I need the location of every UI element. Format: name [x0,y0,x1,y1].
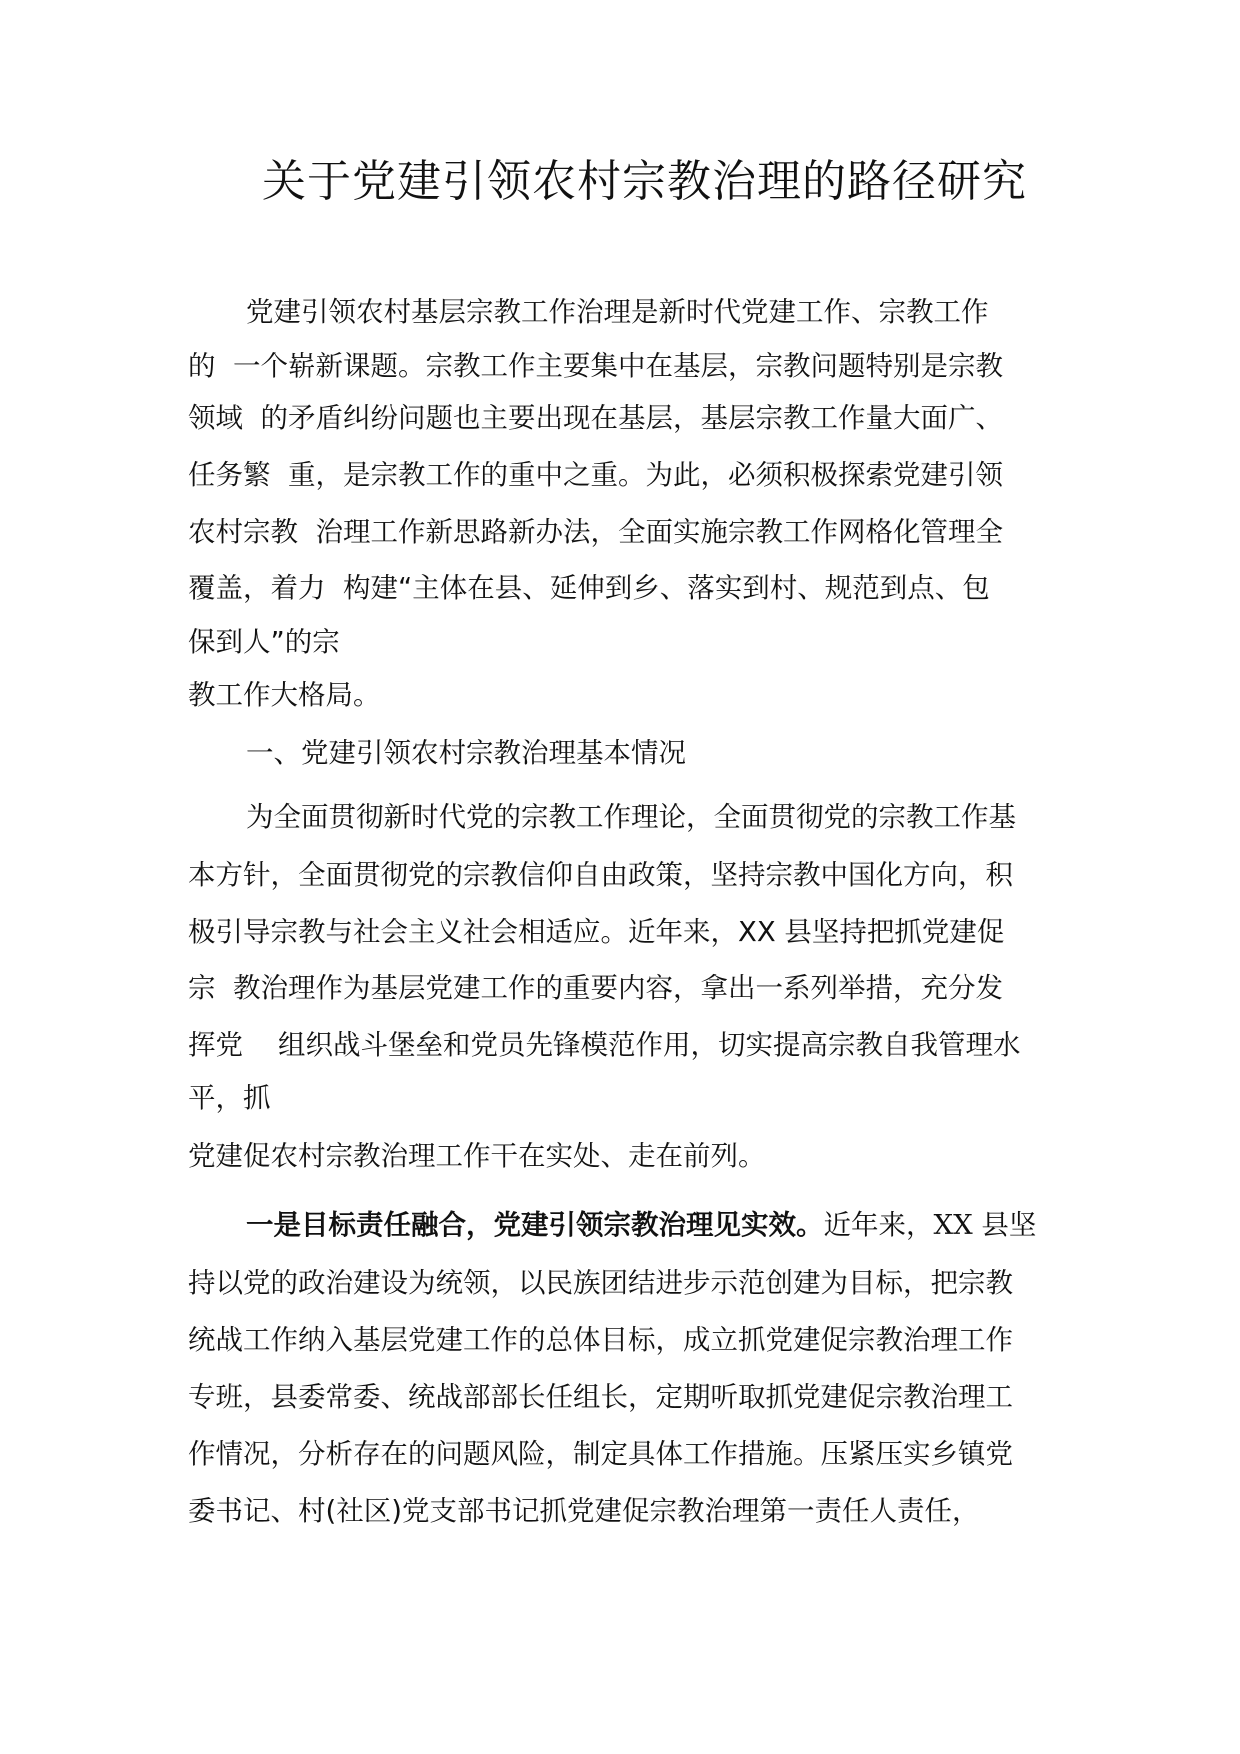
section-heading: 一、党建引领农村宗教治理基本情况 [246,737,686,769]
intro-line-1: 党建引领农村基层宗教工作治理是新时代党建工作、宗教工作 [246,296,989,328]
para3-line-2: 持以党的政治建设为统领，以民族团结进步示范创建为目标，把宗教 [188,1267,1013,1299]
section1-line-6: 平，抓 [188,1082,271,1114]
intro-line-3: 领域 的矛盾纠纷问题也主要出现在基层，基层宗教工作量大面广、 [188,402,1003,434]
para3-line-5: 作情况，分析存在的问题风险，制定具体工作措施。压紧压实乡镇党 [188,1438,1013,1470]
section1-line-4: 宗 教治理作为基层党建工作的重要内容，拿出一系列举措，充分发 [188,972,1003,1004]
para3-line-1 [246,1205,1036,1245]
para3-bold-lead: 一是目标责任融合，党建引领宗教治理见实效。 [246,1209,824,1241]
para3-line-4: 专班，县委常委、统战部部长任组长，定期听取抓党建促宗教治理工 [188,1381,1013,1413]
para3-line-6: 委书记、村(社区)党支部书记抓党建促宗教治理第一责任人责任， [188,1495,980,1527]
para3-line-3: 统战工作纳入基层党建工作的总体目标，成立抓党建促宗教治理工作 [188,1324,1013,1356]
section1-line-2: 本方针，全面贯彻党的宗教信仰自由政策，坚持宗教中国化方向，积 [188,859,1013,891]
intro-line-2: 的 一个崭新课题。宗教工作主要集中在基层，宗教问题特别是宗教 [188,350,1003,382]
intro-line-8: 教工作大格局。 [188,679,381,711]
para3-first-rest: 近年来，XX 县坚 [823,1209,1037,1241]
document-title: 关于党建引领农村宗教治理的路径研究 [262,156,1027,207]
intro-line-4: 任务繁 重，是宗教工作的重中之重。为此，必须积极探索党建引领 [188,459,1003,491]
section1-line-7: 党建促农村宗教治理工作干在实处、走在前列。 [188,1140,766,1172]
intro-line-6: 覆盖，着力 构建“主体在县、延伸到乡、落实到村、规范到点、包 [188,572,990,604]
section1-line-3: 极引导宗教与社会主义社会相适应。近年来，XX 县坚持把抓党建促 [188,916,1005,948]
section1-line-1: 为全面贯彻新时代党的宗教工作理论，全面贯彻党的宗教工作基 [246,801,1016,833]
section1-line-5: 挥党 组织战斗堡垒和党员先锋模范作用，切实提高宗教自我管理水 [188,1029,1021,1061]
intro-line-5: 农村宗教 治理工作新思路新办法，全面实施宗教工作网格化管理全 [188,516,1003,548]
intro-line-7: 保到人”的宗 [188,626,340,658]
